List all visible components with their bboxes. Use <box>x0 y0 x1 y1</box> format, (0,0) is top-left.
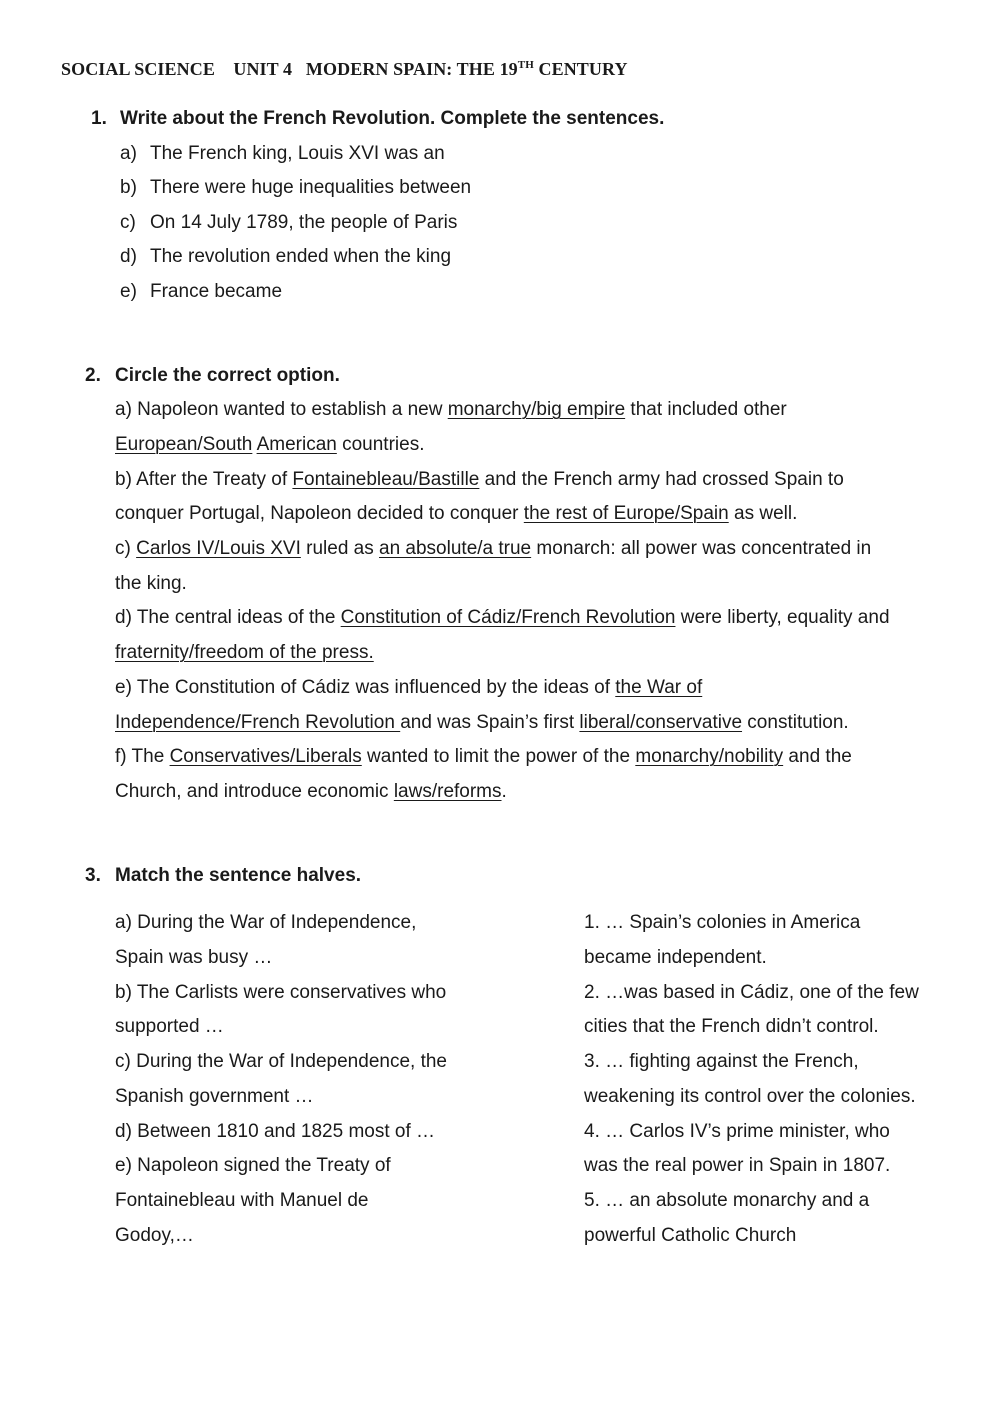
q2-text: d) The central ideas of the <box>115 607 341 628</box>
q3-left-line: e) Napoleon signed the Treaty of <box>115 1155 391 1176</box>
q3-left-line: supported … <box>115 1016 224 1037</box>
q1-item-label: a) <box>120 143 137 164</box>
q3-left-line: Fontainebleau with Manuel de <box>115 1190 369 1211</box>
q1-item-a <box>120 143 445 165</box>
q2-text: and the French army had crossed Spain to <box>479 469 844 490</box>
q3-left-line: a) During the War of Independence, <box>115 912 417 933</box>
q2-text: constitution. <box>742 712 849 733</box>
q3-right-line: was the real power in Spain in 1807. <box>584 1155 891 1176</box>
q2-text: a) Napoleon wanted to establish a new <box>115 399 448 420</box>
q2-c-option-2[interactable]: an absolute/a true <box>379 538 532 559</box>
q3-right-line: powerful Catholic Church <box>584 1225 797 1246</box>
q2-text: that included other <box>625 399 787 420</box>
q1-item-text: On 14 July 1789, the people of Paris <box>150 212 458 233</box>
q2-f-option-3[interactable]: laws/reforms <box>393 781 502 802</box>
page-title <box>61 59 628 80</box>
q1-item-label: e) <box>120 281 137 302</box>
q2-text: . <box>501 781 507 802</box>
q2-d-line-2 <box>115 642 374 664</box>
q3-right-line: 4. … Carlos IV’s prime minister, who <box>584 1121 890 1142</box>
q2-d-option-2[interactable]: fraternity/freedom of the press. <box>115 642 374 663</box>
q1-item-b <box>120 177 471 199</box>
question-1-heading <box>91 108 664 130</box>
q2-text: and was Spain’s first <box>400 712 580 733</box>
question-3-text: Match the sentence halves. <box>115 865 362 886</box>
q3-right-line: 3. … fighting against the French, <box>584 1051 859 1072</box>
question-1-number: 1. <box>91 108 107 129</box>
q3-right-line: cities that the French didn’t control. <box>584 1016 879 1037</box>
question-3-heading <box>85 865 361 887</box>
q2-text: the king. <box>115 573 187 594</box>
q1-item-c <box>120 212 457 234</box>
title-end: CENTURY <box>533 59 628 79</box>
question-1-text: Write about the French Revolution. Complete the sentences. <box>120 108 665 129</box>
q2-text: e) The Constitution of Cádiz was influenced by the ideas of <box>115 677 616 698</box>
question-2-number: 2. <box>85 365 101 386</box>
q2-text: countries. <box>336 434 425 455</box>
q2-text: wanted to limit the power of the <box>361 746 636 767</box>
q2-d-line-1 <box>115 607 890 629</box>
q2-e-option-1[interactable]: the War of <box>615 677 703 698</box>
q3-left-line: d) Between 1810 and 1825 most of … <box>115 1121 436 1142</box>
q1-item-e <box>120 281 282 303</box>
q2-f-option-2[interactable]: monarchy/nobility <box>635 746 784 767</box>
q2-text: f) The <box>115 746 170 767</box>
q2-a-option-2[interactable]: European/South <box>115 434 253 455</box>
q3-left-line: b) The Carlists were conservatives who <box>115 982 447 1003</box>
q2-a-line-2 <box>115 434 424 456</box>
q2-b-line-2 <box>115 503 797 525</box>
q2-c-line-2 <box>115 573 187 595</box>
q3-right-line: became independent. <box>584 947 767 968</box>
q2-c-option-1[interactable]: Carlos IV/Louis XVI <box>136 538 301 559</box>
q3-right-line: 2. …was based in Cádiz, one of the few <box>584 982 919 1003</box>
q3-left-line: Godoy,… <box>115 1225 194 1246</box>
q2-e-option-2[interactable]: liberal/conservative <box>579 712 743 733</box>
q2-text: and the <box>783 746 852 767</box>
q1-item-label: b) <box>120 177 137 198</box>
q3-left-line: Spain was busy … <box>115 947 273 968</box>
q2-e-line-1 <box>115 677 702 699</box>
q2-f-option-1[interactable]: Conservatives/Liberals <box>169 746 362 767</box>
q3-right-line: 5. … an absolute monarchy and a <box>584 1190 870 1211</box>
q2-d-option-1[interactable]: Constitution of Cádiz/French Revolution <box>340 607 676 628</box>
q2-a-line-1 <box>115 399 787 421</box>
q2-text: ruled as <box>300 538 380 559</box>
q1-item-text: There were huge inequalities between <box>150 177 472 198</box>
q2-f-line-1 <box>115 746 852 768</box>
q2-text: b) After the Treaty of <box>115 469 293 490</box>
q2-a-option-2-cont[interactable]: American <box>256 434 337 455</box>
question-3-number: 3. <box>85 865 101 886</box>
title-superscript: TH <box>517 59 534 71</box>
q1-item-label: d) <box>120 246 137 267</box>
question-2-text: Circle the correct option. <box>115 365 340 386</box>
q2-b-line-1 <box>115 469 844 491</box>
title-main: SOCIAL SCIENCE UNIT 4 MODERN SPAIN: THE 19 <box>61 59 518 79</box>
q2-text: monarch: all power was concentrated in <box>531 538 872 559</box>
q3-right-line: 1. … Spain’s colonies in America <box>584 912 861 933</box>
q2-text: c) <box>115 538 137 559</box>
q1-item-d <box>120 246 451 268</box>
q1-item-text: France became <box>150 281 283 302</box>
q3-left-line: Spanish government … <box>115 1086 314 1107</box>
q1-item-text: The revolution ended when the king <box>150 246 452 267</box>
q2-b-option-1[interactable]: Fontainebleau/Bastille <box>292 469 480 490</box>
q3-left-line: c) During the War of Independence, the <box>115 1051 447 1072</box>
q2-text: as well. <box>728 503 798 524</box>
q2-text: were liberty, equality and <box>675 607 890 628</box>
q2-c-line-1 <box>115 538 871 560</box>
q2-e-line-2 <box>115 712 849 734</box>
q1-item-text: The French king, Louis XVI was an <box>150 143 445 164</box>
q2-e-option-1-cont[interactable]: Independence/French Revolution <box>115 712 401 733</box>
q2-text: Church, and introduce economic <box>115 781 394 802</box>
question-2-heading <box>85 365 340 387</box>
q1-item-label: c) <box>120 212 136 233</box>
q3-right-line: weakening its control over the colonies. <box>584 1086 916 1107</box>
q2-a-option-1[interactable]: monarchy/big empire <box>447 399 626 420</box>
q2-f-line-2 <box>115 781 507 803</box>
q2-b-option-2[interactable]: the rest of Europe/Spain <box>523 503 729 524</box>
q2-text: conquer Portugal, Napoleon decided to conquer <box>115 503 524 524</box>
